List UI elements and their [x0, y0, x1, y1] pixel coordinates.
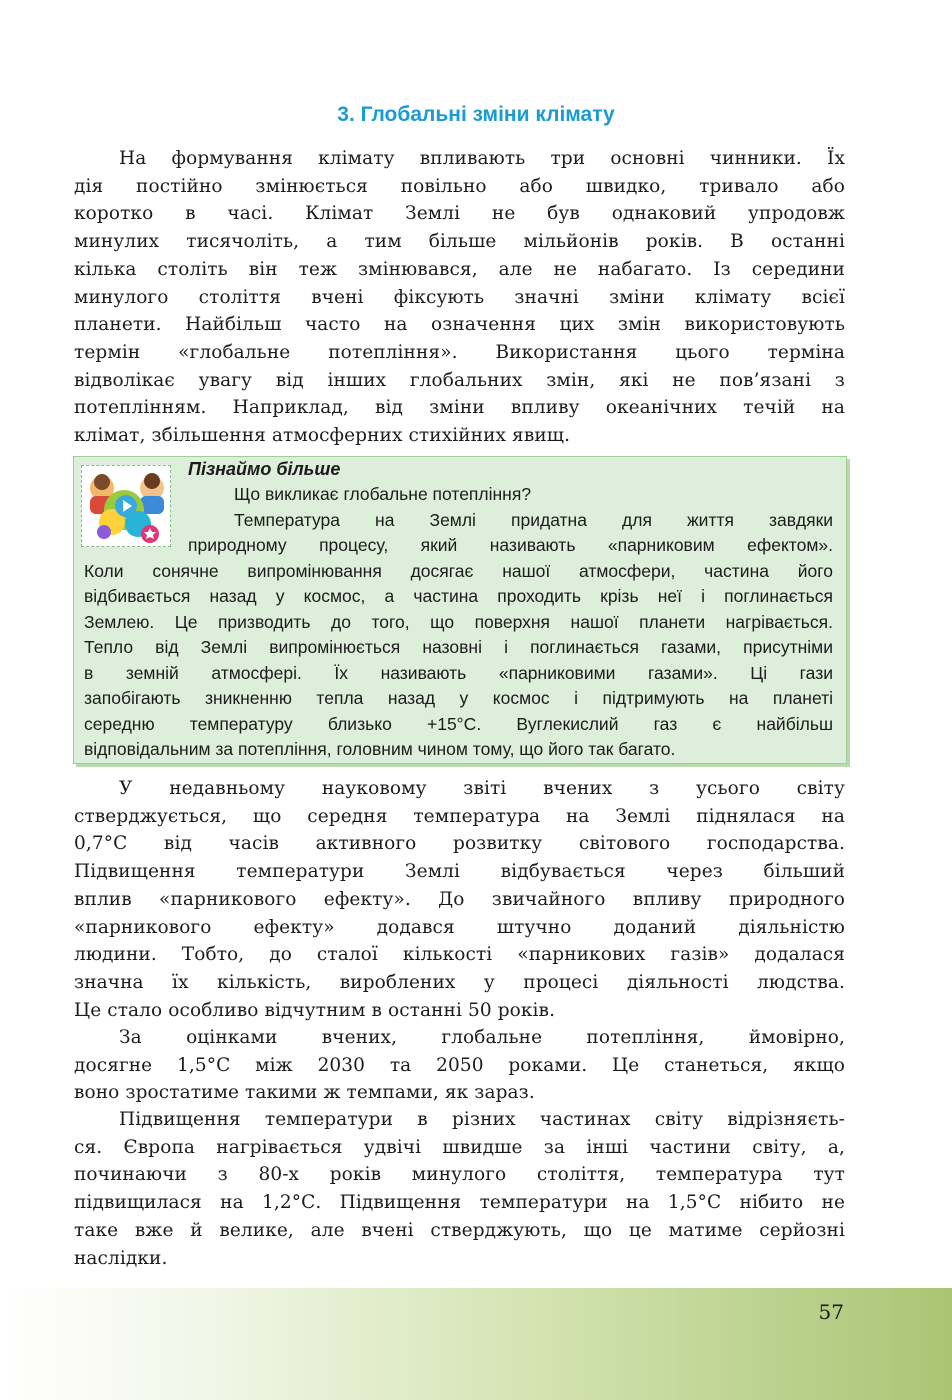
learn-more-text [84, 482, 833, 763]
learn-more-box [73, 456, 847, 764]
text-line: людини. Тобто, до сталої кількості «парникових газів» додалася [74, 944, 845, 966]
page-number: 57 [818, 1300, 844, 1324]
section-title: 3. Глобальні зміни клімату [337, 103, 615, 126]
info-line: природному процесу, який називають «парниковим ефектом». [188, 535, 833, 555]
text-line: воно зростатиме такими ж темпами, як зараз. [74, 1082, 535, 1104]
info-question: Що викликає глобальне потепління? [234, 484, 532, 504]
text-line: досягне 1,5°С між 2030 та 2050 роками. Це станеться, якщо [74, 1054, 845, 1076]
text-line: Підвищення температури Землі відбувається через більший [74, 861, 845, 883]
info-line: в земній атмосфері. Їх називають «парниковими газами». Ці гази [84, 662, 833, 683]
text-line: минулого століття вчені фіксують значні зміни клімату всієї [74, 286, 845, 308]
text-line: планети. Найбільш часто на означення цих змін використовують [74, 314, 845, 336]
info-line: Температура на Землі придатна для життя завдяки [234, 509, 833, 530]
paragraph-4 [74, 1106, 845, 1272]
text-line: починаючи з 80-х років минулого століття, температура тут [74, 1164, 845, 1186]
text-line: Це стало особливо відчутним в останні 50 років. [74, 999, 556, 1021]
info-line: середню температуру близько +15°С. Вуглекислий газ є найбільш [84, 713, 833, 734]
text-line: значна їх кількість, вироблених у процесі діяльності людства. [74, 971, 845, 993]
text-line: На формування клімату впливають три основні чинники. Їх [119, 148, 845, 169]
info-line: Землею. Це призводить до того, що поверхня нашої планети нагрівається. [84, 611, 833, 632]
text-line: ся. Європа нагрівається удвічі швидше за інші частини світу, а, [74, 1136, 845, 1158]
text-line: У недавньому науковому звіті вчених з усього світу [119, 778, 845, 799]
paragraph-3 [74, 1024, 845, 1107]
paragraph-1 [74, 145, 845, 450]
text-line: клімат, збільшення атмосферних стихійних явищ. [74, 425, 571, 447]
text-line: дія постійно змінюється повільно або швидко, тривало або [74, 175, 845, 197]
learn-more-heading: Пізнаймо більше [188, 459, 341, 479]
text-line: За оцінками вчених, глобальне потепління, ймовірно, [119, 1027, 845, 1048]
footer-band [0, 1288, 952, 1400]
text-line: вплив «парникового ефекту». До звичайного впливу природного [74, 888, 845, 910]
text-line: наслідки. [74, 1247, 168, 1269]
info-line: відбивається назад у космос, а частина проходить крізь неї і поглинається [84, 586, 833, 606]
info-line: запобігають зникненню тепла назад у космос і підтримують на планеті [84, 688, 833, 708]
text-line: кілька століть він теж змінювався, але не набагато. Із середини [74, 258, 845, 280]
text-line: термін «глобальне потепління». Використання цього терміна [74, 341, 845, 363]
info-line: відповідальним за потепління, головним чином тому, що його так багато. [84, 739, 676, 759]
text-line: таке вже й велике, але вчені стверджують, що це матиме серйозні [74, 1219, 845, 1241]
text-line: 0,7°С від часів активного розвитку світового господарства. [74, 833, 845, 855]
text-line: Підвищення температури в різних частинах світу відрізняєть- [119, 1109, 845, 1130]
text-line: минулих тисячоліть, а тим більше мільйонів років. В останні [74, 231, 845, 253]
info-line: Коли сонячне випромінювання досягає нашої атмосфери, частина його [84, 560, 833, 581]
info-line: Тепло від Землі випромінюється назовні і поглинається газами, присутніми [84, 637, 833, 657]
text-line: відволікає увагу від інших глобальних змін, які не пов’язані з [74, 369, 845, 391]
text-line: потеплінням. Наприклад, від зміни впливу океанічних течій на [74, 397, 845, 419]
paragraph-2 [74, 775, 845, 1024]
text-line: підвищилася на 1,2°С. Підвищення температури на 1,5°С нібито не [74, 1192, 845, 1214]
text-line: стверджується, що середня температура на Землі піднялася на [74, 805, 845, 827]
text-line: «парникового ефекту» додався штучно доданий діяльністю [74, 916, 845, 938]
text-line: коротко в часі. Клімат Землі не був однаковий упродовж [74, 203, 845, 225]
